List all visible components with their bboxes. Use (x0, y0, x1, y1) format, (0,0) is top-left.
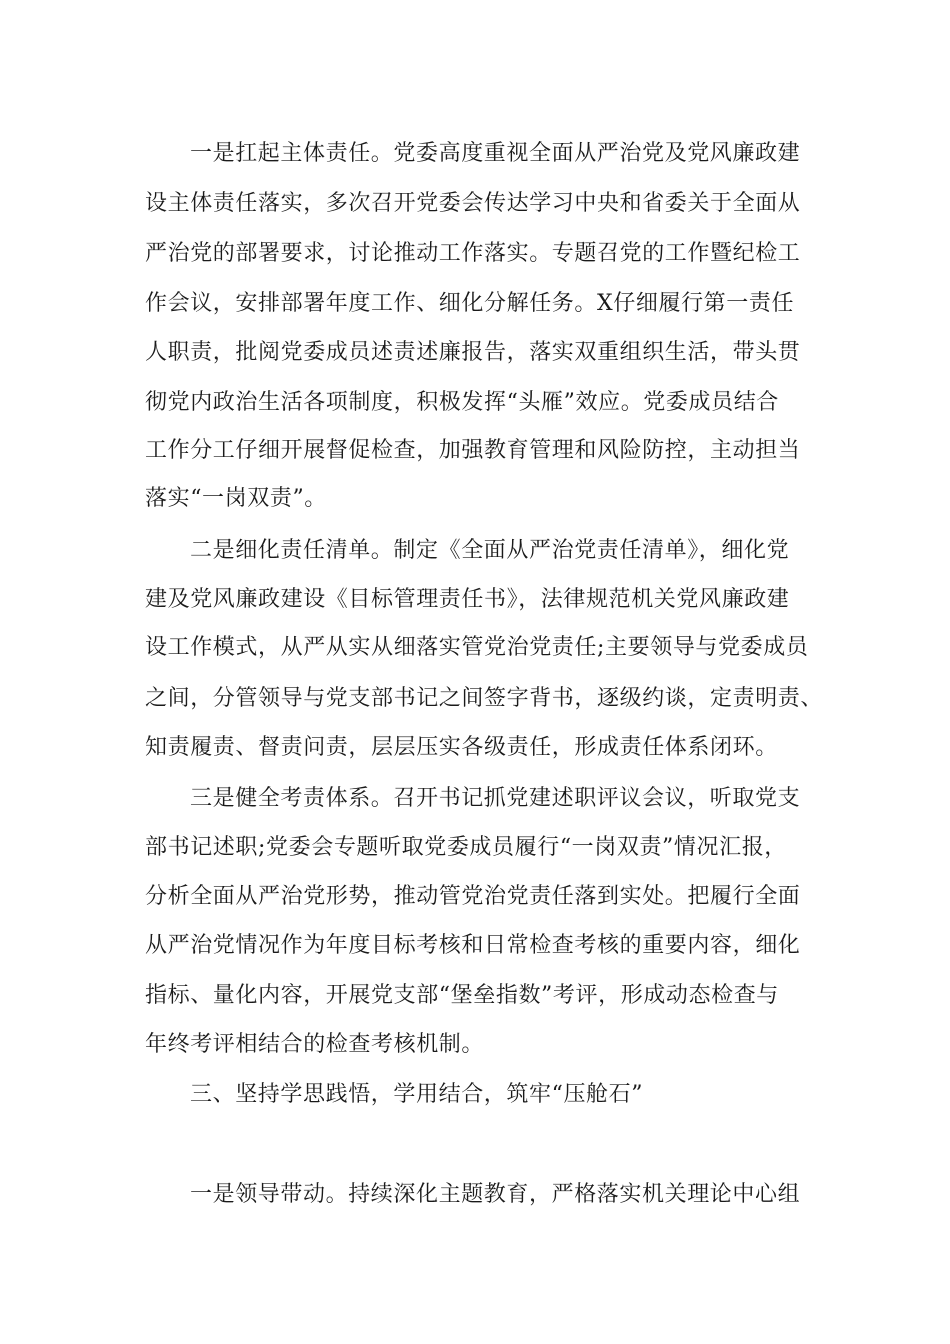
paragraph-1-line-3: 严治党的部署要求，讨论推动工作落实。专题召党的工作暨纪检工 (145, 241, 801, 266)
paragraph-3-line-2: 部书记述职;党委会专题听取党委成员履行“一岗双责”情况汇报， (145, 835, 787, 860)
paragraph-1-line-1: 一是扛起主体责任。党委高度重视全面从严治党及党风廉政建 (190, 141, 801, 166)
paragraph-2-line-5: 知责履责、督责问责，层层压实各级责任，形成责任体系闭环。 (145, 735, 778, 760)
paragraph-1-line-5: 人职责，批阅党委成员述责述廉报告，落实双重组织生活，带头贯 (145, 340, 801, 365)
paragraph-2-line-3: 设工作模式，从严从实从细落实管党治党责任;主要领导与党委成员 (145, 635, 809, 660)
paragraph-3-line-3: 分析全面从严治党形势，推动管党治党责任落到实处。把履行全面 (145, 884, 801, 909)
paragraph-3-line-5: 指标、量化内容，开展党支部“堡垒指数”考评，形成动态检查与 (145, 983, 779, 1008)
paragraph-1-line-7: 工作分工仔细开展督促检查，加强教育管理和风险防控，主动担当 (145, 438, 801, 463)
paragraph-3-line-1: 三是健全考责体系。召开书记抓党建述职评议会议，听取党支 (190, 786, 801, 811)
section-heading: 三、坚持学思践悟，学用结合，筑牢“压舱石” (190, 1082, 644, 1107)
paragraph-2-line-2: 建及党风廉政建设《目标管理责任书》，法律规范机关党风廉政建 (145, 587, 790, 612)
paragraph-1-line-4: 作会议，安排部署年度工作、细化分解任务。X仔细履行第一责任 (145, 291, 795, 316)
paragraph-2-line-1: 二是细化责任清单。制定《全面从严治党责任清单》，细化党 (190, 538, 790, 563)
paragraph-1-line-6: 彻党内政治生活各项制度，积极发挥“头雁”效应。党委成员结合 (145, 390, 779, 415)
paragraph-4-line-1: 一是领导带动。持续深化主题教育，严格落实机关理论中心组 (190, 1182, 801, 1207)
paragraph-3-line-4: 从严治党情况作为年度目标考核和日常检查考核的重要内容，细化 (145, 933, 801, 958)
paragraph-2-line-4: 之间，分管领导与党支部书记之间签字背书，逐级约谈，定责明责、 (145, 686, 824, 711)
paragraph-3-line-6: 年终考评相结合的检查考核机制。 (145, 1032, 485, 1057)
paragraph-1-line-8: 落实“一岗双责”。 (145, 486, 327, 511)
paragraph-1-line-2: 设主体责任落实，多次召开党委会传达学习中央和省委关于全面从 (145, 191, 801, 216)
